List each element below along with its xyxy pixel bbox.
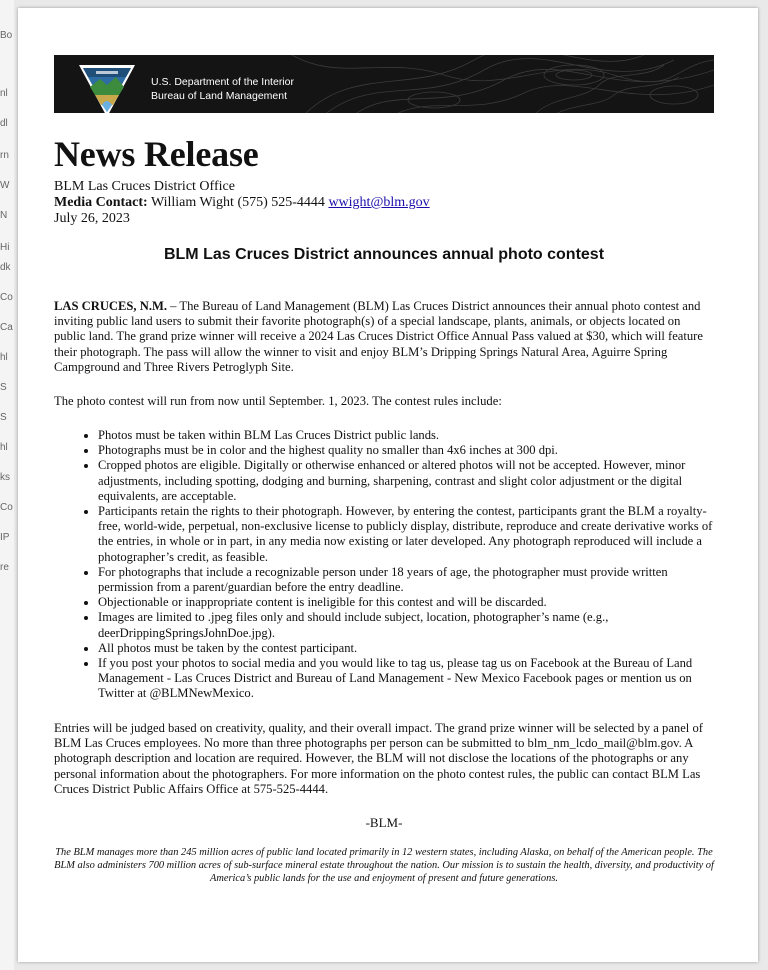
intro-text: – The Bureau of Land Management (BLM) Las Cruces District announces their annual photo contest and inviting public land users to submit their favorite photograph(s) of a special landscape, plants, animals, or objects located on public land. The grand prize winner will receive a 2024 Las Cruces District Office Annual Pass valued at $30, which will feature their photograph. The pass will allow the winner to visit and enjoy BLM’s Dripping Springs Natural Area, Aguirre Spring Campground and Three Rivers Petroglyph Site.: [54, 299, 703, 374]
page-title: News Release: [54, 134, 259, 174]
list-item: • Photographs must be in color and the highest quality no smaller than 4x6 inches at 300 dpi.: [98, 443, 714, 458]
agency-department: U.S. Department of the Interior: [151, 76, 294, 88]
media-contact-email-link[interactable]: wwight@blm.gov: [328, 195, 430, 210]
sidebar-fragment: W: [0, 180, 10, 191]
release-headline: BLM Las Cruces District announces annual photo contest: [163, 246, 605, 263]
sidebar-fragment: S: [0, 382, 7, 393]
background-window-strip: [0, 0, 14, 970]
list-item: • Images are limited to .jpeg files only and should include subject, location, photographer’s name (e.g., deerDrippingSpringsJohnDoe.jpg).: [98, 610, 714, 640]
list-item: • Photos must be taken within BLM Las Cruces District public lands.: [98, 428, 714, 443]
release-date: July 26, 2023: [54, 211, 130, 226]
sidebar-fragment: re: [0, 562, 9, 573]
document-page: [18, 8, 758, 962]
sidebar-fragment: Co: [0, 292, 13, 303]
sidebar-fragment: N: [0, 210, 8, 221]
contest-rules-list: [54, 428, 714, 702]
media-contact: [54, 195, 430, 211]
agency-name: [151, 75, 294, 103]
blm-logo-icon: [74, 61, 140, 113]
judging-paragraph: Entries will be judged based on creativity, quality, and their overall impact. The grand prize winner will be selected by a panel of BLM Las Cruces employees. No more than three photographs per person can be submitted to blm_nm_lcdo_mail@blm.gov. A photograph description and location are required. However, the BLM will not disclose the locations of the photographs or any personal information about the photographers. For more information on the photo contest rules, the public can contact BLM Las Cruces District Public Affairs Office at 575-525-4444.: [54, 721, 703, 796]
sidebar-fragment: Ca: [0, 322, 13, 333]
dateline: LAS CRUCES, N.M.: [54, 299, 168, 313]
release-meta: [54, 179, 430, 227]
list-item: • All photos must be taken by the contest participant.: [98, 641, 714, 656]
sidebar-fragment: Bo: [0, 30, 13, 41]
sidebar-fragment: Co: [0, 502, 13, 513]
sidebar-fragment: ks: [0, 472, 10, 483]
sidebar-fragment: dl: [0, 118, 8, 129]
media-contact-name: William Wight (575) 525-4444: [147, 195, 329, 210]
end-mark: -BLM-: [365, 815, 403, 830]
sidebar-fragment: dk: [0, 262, 11, 273]
list-item: • For photographs that include a recognizable person under 18 years of age, the photographer must provide written permission from a parent/guardian before the entry deadline.: [98, 565, 714, 595]
sidebar-fragment: S: [0, 412, 7, 423]
rules-intro: The photo contest will run from now until September. 1, 2023. The contest rules include:: [54, 394, 502, 408]
agency-bureau: Bureau of Land Management: [151, 90, 288, 102]
intro-paragraph: [54, 299, 714, 375]
sidebar-fragment: IP: [0, 532, 10, 543]
mission-statement: The BLM manages more than 245 million acres of public land located primarily in 12 western states, including Alaska, on behalf of the American people. The BLM also administers 700 million acres of sub-surface mineral estate throughout the nation. Our mission is to sustain the health, diversity, and productivity of America’s public lands for the use and enjoyment of present and future generations.: [54, 847, 714, 884]
sidebar-fragment: hl: [0, 352, 8, 363]
office-name: BLM Las Cruces District Office: [54, 179, 235, 194]
list-item: • Cropped photos are eligible. Digitally or otherwise enhanced or altered photos will not be accepted. However, minor adjustments, including spotting, dodging and burning, sharpening, contrast and slight color adjustment or the digital equivalents, are acceptable.: [98, 458, 714, 504]
list-item: • Objectionable or inappropriate content is ineligible for this contest and will be discarded.: [98, 595, 714, 610]
sidebar-fragment: Hi: [0, 242, 10, 253]
sidebar-fragment: nl: [0, 88, 8, 99]
sidebar-fragment: rn: [0, 150, 9, 161]
list-item: • Participants retain the rights to their photograph. However, by entering the contest, participants grant the BLM a royalty-free, world-wide, perpetual, non-exclusive license to publicly display, distribute, reproduce and create derivative works of the entries, in whole or in part, in any media now existing or later developed. Any photograph reproduced will include a photographer’s credit, as feasible.: [98, 504, 714, 565]
blm-header-banner: [54, 55, 714, 113]
media-contact-label: Media Contact:: [54, 195, 148, 210]
list-item: • If you post your photos to social media and you would like to tag us, please tag us on Facebook at the Bureau of Land Management - Las Cruces District and Bureau of Land Management - New Mexico Facebook pages or mention us on Twitter at @BLMNewMexico.: [98, 656, 714, 702]
sidebar-fragment: hl: [0, 442, 8, 453]
